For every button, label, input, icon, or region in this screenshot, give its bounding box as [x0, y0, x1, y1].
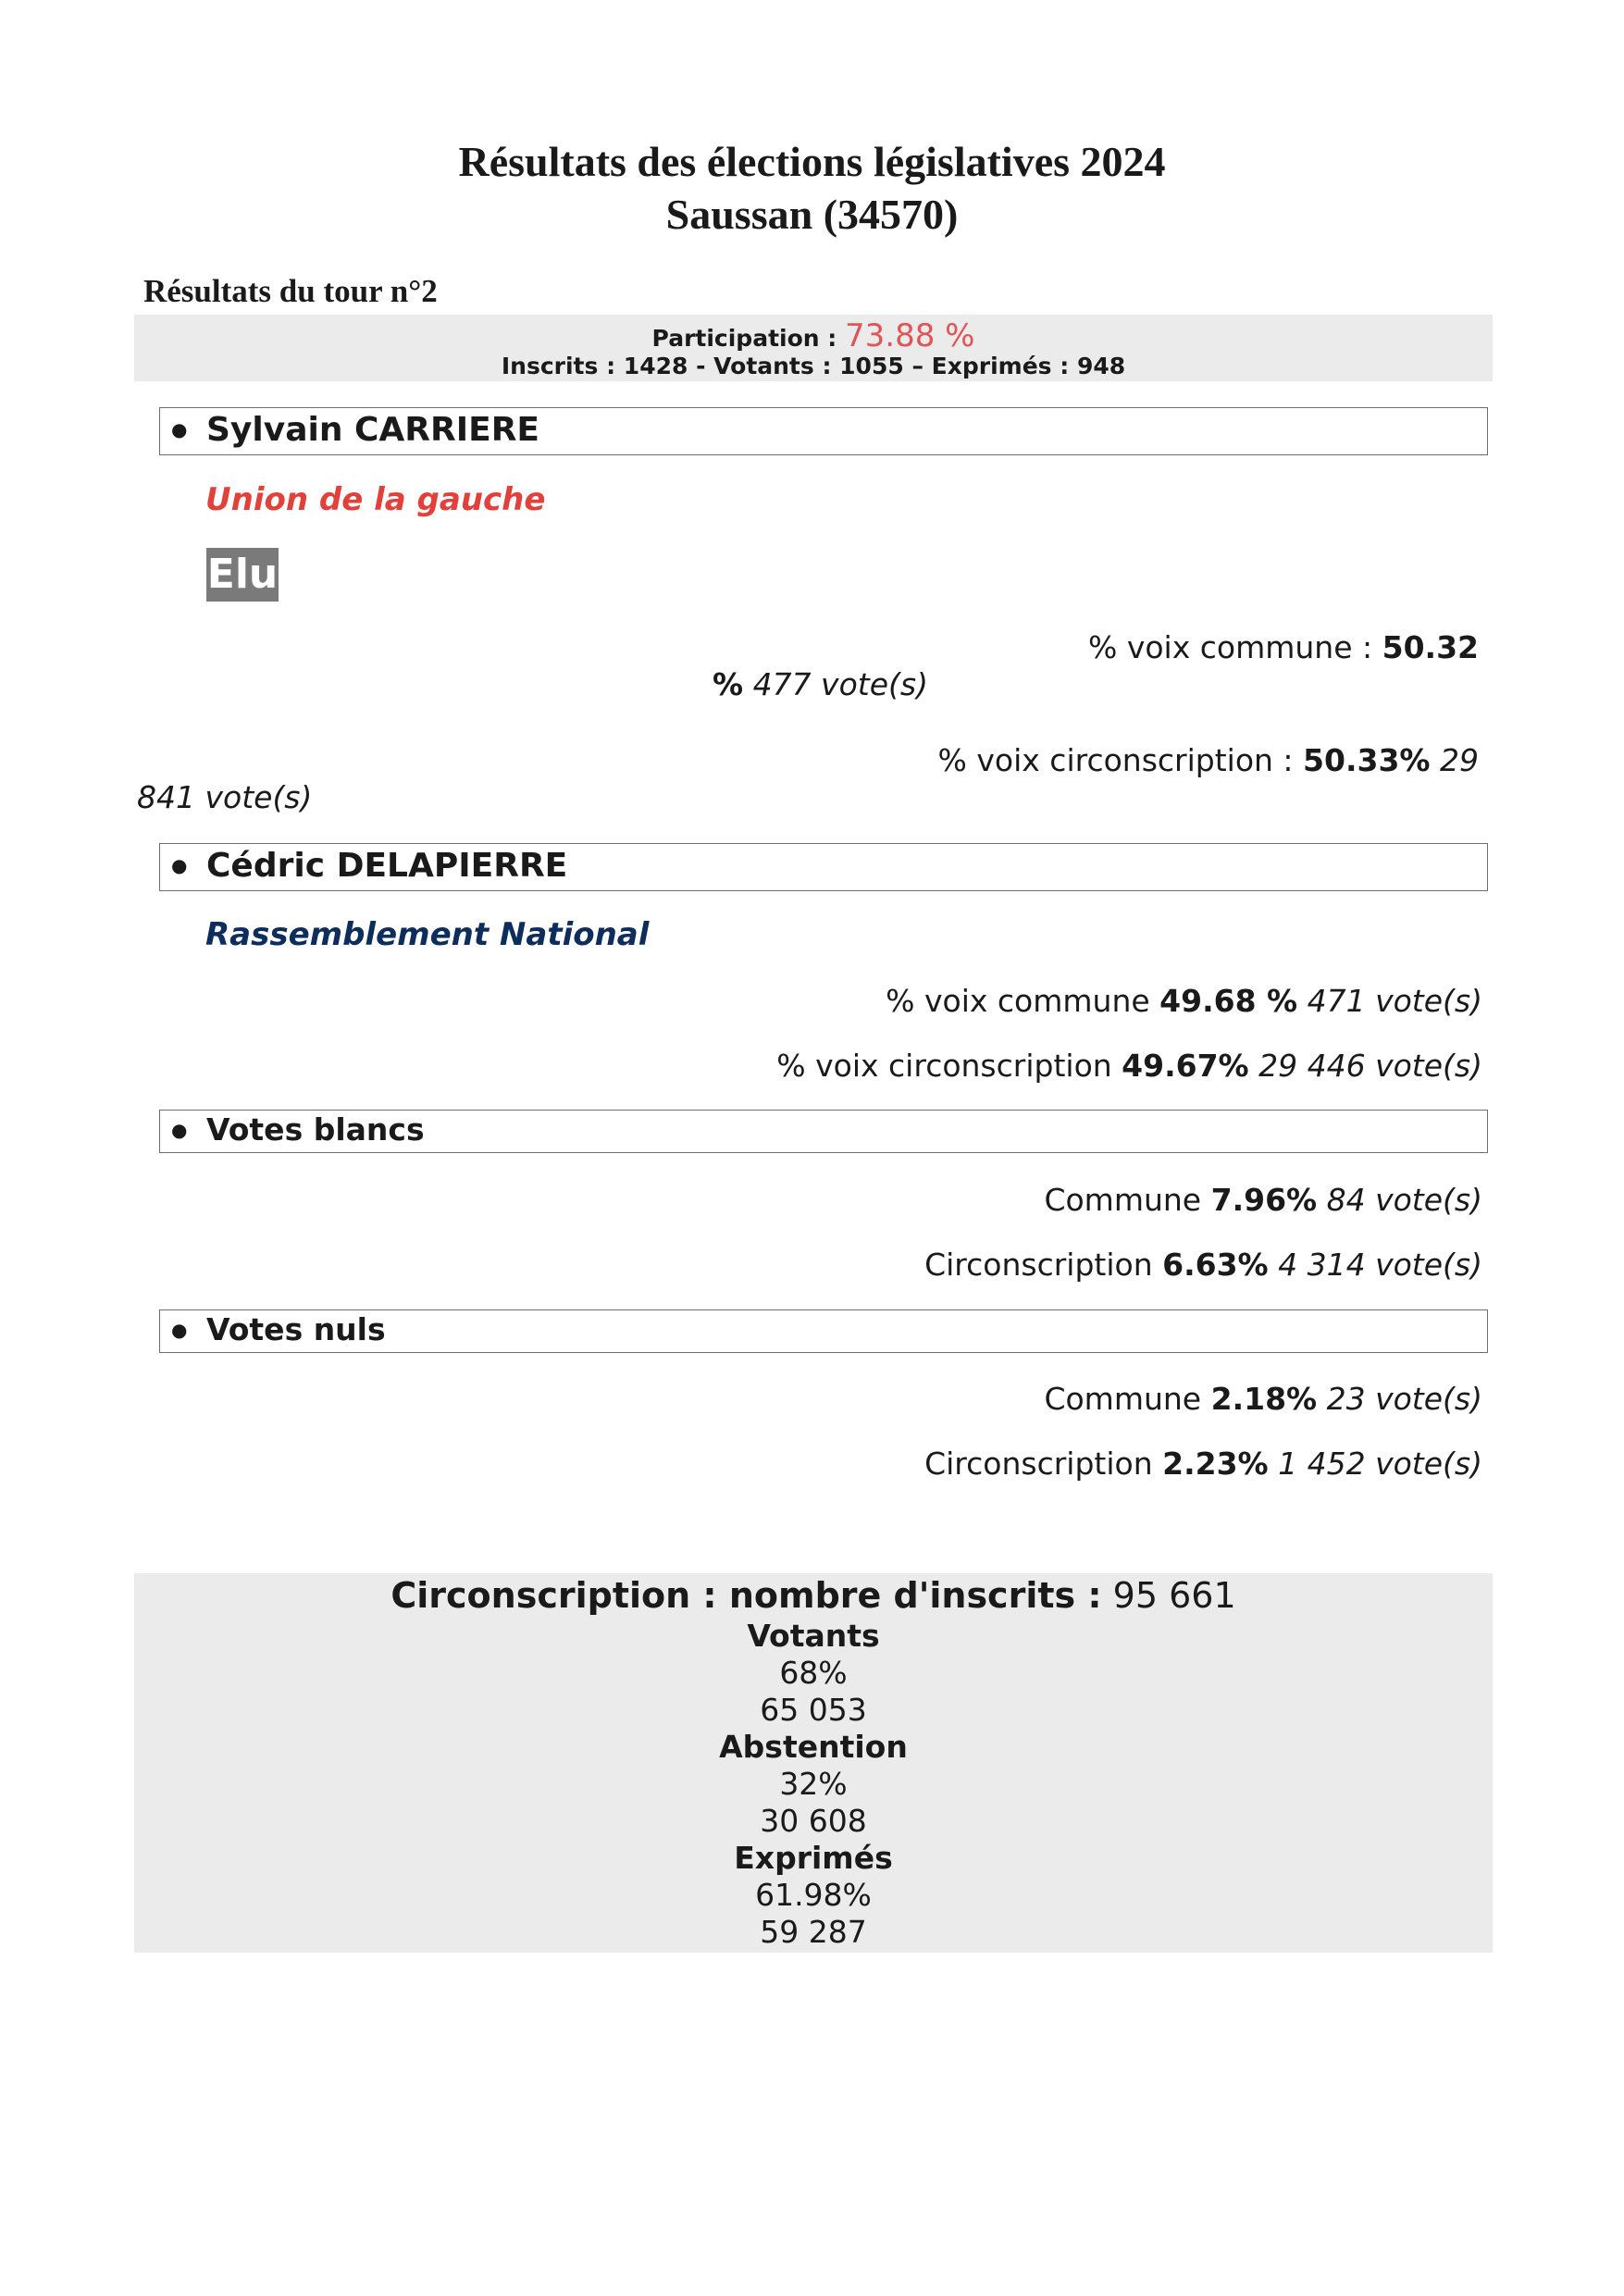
abstention-pct: 32% — [779, 1766, 848, 1802]
bullet-icon: ● — [171, 418, 188, 441]
exprimes-count: 59 287 — [760, 1914, 867, 1950]
nuls-title: Votes nuls — [206, 1311, 386, 1347]
elected-badge: Elu — [206, 548, 279, 602]
participation-value: 73.88 % — [845, 317, 975, 354]
votants-pct: 68% — [779, 1655, 848, 1691]
bullet-icon: ● — [171, 854, 188, 876]
nuls-commune: Commune 2.18% 23 vote(s) — [1044, 1381, 1482, 1417]
commune-result-cont: % 477 vote(s) — [713, 666, 928, 702]
bullet-icon: ● — [171, 1319, 188, 1341]
tour-label: Résultats du tour n°2 — [143, 273, 438, 309]
abstention-label: Abstention — [719, 1729, 908, 1765]
blancs-title: Votes blancs — [206, 1111, 425, 1148]
circ-result: % voix circonscription 49.67% 29 446 vote(s) — [776, 1048, 1482, 1084]
commune-result: % voix commune 49.68 % 471 vote(s) — [886, 983, 1482, 1019]
candidate-party: Union de la gauche — [205, 481, 546, 518]
candidate-name: Cédric DELAPIERRE — [206, 847, 568, 885]
page-subtitle: Saussan (34570) — [665, 191, 959, 238]
circ-inscrits: Circonscription : nombre d'inscrits : 95 661 — [391, 1575, 1236, 1616]
candidate-header — [159, 407, 1488, 455]
candidate-name: Sylvain CARRIERE — [206, 411, 540, 449]
circ-result: % voix circonscription : 50.33% 29 — [937, 742, 1479, 778]
circonscription-panel — [134, 1573, 1493, 1953]
nuls-circ: Circonscription 2.23% 1 452 vote(s) — [924, 1446, 1482, 1482]
votants-label: Votants — [747, 1618, 880, 1654]
circ-result-cont: 841 vote(s) — [137, 779, 313, 815]
blancs-header — [159, 1110, 1488, 1153]
bullet-icon: ● — [171, 1119, 188, 1141]
page-title: Résultats des élections législatives 2024 — [458, 138, 1166, 185]
abstention-count: 30 608 — [760, 1803, 867, 1839]
votants-count: 65 053 — [760, 1692, 867, 1728]
participation-panel — [134, 315, 1493, 381]
candidate-header — [159, 843, 1488, 891]
exprimes-pct: 61.98% — [755, 1877, 872, 1913]
commune-result: % voix commune : 50.32 — [1087, 629, 1479, 665]
blancs-circ: Circonscription 6.63% 4 314 vote(s) — [924, 1247, 1482, 1283]
blancs-commune: Commune 7.96% 84 vote(s) — [1044, 1182, 1482, 1218]
candidate-party: Rassemblement National — [205, 916, 650, 953]
exprimes-label: Exprimés — [734, 1840, 893, 1876]
nuls-header — [159, 1309, 1488, 1353]
participation-label: Participation : — [651, 325, 837, 352]
participation-details: Inscrits : 1428 - Votants : 1055 – Exprimés : 948 — [501, 353, 1126, 379]
